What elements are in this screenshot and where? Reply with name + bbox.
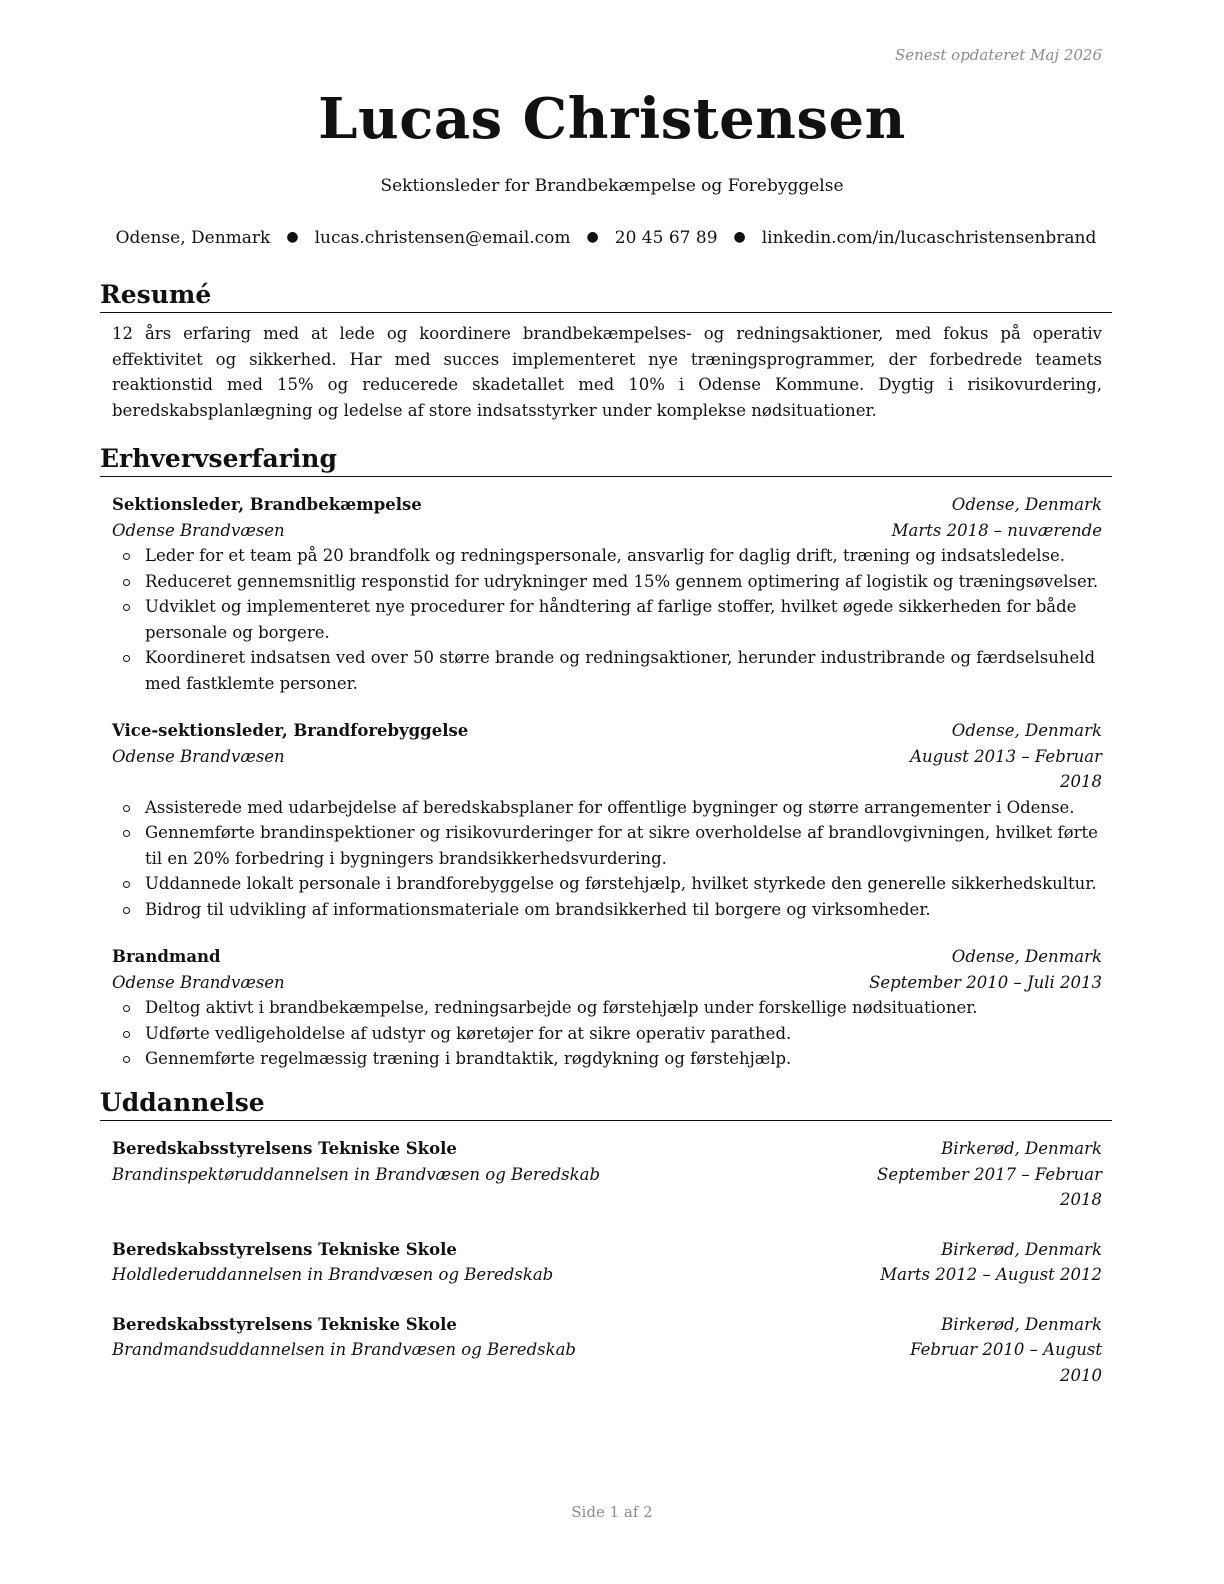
candidate-headline: Sektionsleder for Brandbekæmpelse og Forebyggelse: [380, 176, 844, 196]
job-location: Odense, Denmark: [951, 495, 1102, 514]
contact-phone: 20 45 67 89: [614, 228, 718, 248]
list-item: Leder for et team på 20 brandfolk og redningspersonale, ansvarlig for daglig drift, træning og indsatsledelse.: [112, 543, 1102, 569]
circle-bullet-icon: [123, 1031, 130, 1038]
list-item: Reduceret gennemsnitlig responstid for udrykninger med 15% gennem optimering af logistik og træningsøvelser.: [112, 569, 1102, 595]
circle-bullet-icon: [123, 805, 130, 812]
bullet-separator-icon: ●: [586, 229, 599, 245]
job-role: Brandmand: [112, 947, 221, 966]
education-degree: Holdlederuddannelsen in Brandvæsen og Beredskab: [112, 1265, 554, 1284]
education-degree: Brandinspektøruddannelsen in Brandvæsen og Beredskab: [112, 1164, 601, 1184]
summary-text: 12 års erfaring med at lede og koordinere brandbekæmpelses- og redningsaktioner, med fokus på operativ effektivitet og sikkerhed. Har med succes implementeret nye træningsprogrammer, der forbedrede teamets reaktionstid med 15% og reducerede skadetallet med 10% i Odense Kommune. Dygtig i risikovurdering, beredskabsplanlægning og ledelse af store indsatsstyrker under komplekse nødsituationer.: [112, 324, 1102, 420]
list-item: Gennemførte brandinspektioner og risikovurderinger for at sikre overholdelse af brandlovgivningen, hvilket førte til en 20% forbedring i bygningers brandsikkerhedsvurdering.: [112, 820, 1102, 871]
job-entry: [112, 944, 1102, 1072]
education-entry: [112, 1136, 1102, 1213]
list-item: Uddannede lokalt personale i brandforebyggelse og førstehjælp, hvilket styrkede den generelle sikkerhedskultur.: [112, 871, 1102, 897]
job-role: Sektionsleder, Brandbekæmpelse: [112, 495, 422, 514]
circle-bullet-icon: [123, 881, 130, 888]
circle-bullet-icon: [123, 907, 130, 914]
circle-bullet-icon: [123, 604, 130, 611]
education-entry: [112, 1312, 1102, 1389]
candidate-name: Lucas Christensen: [318, 86, 906, 152]
job-employer: Odense Brandvæsen: [112, 972, 285, 992]
education-dates: Marts 2012 – August 2012: [880, 1265, 1102, 1284]
contact-email[interactable]: lucas.christensen@email.com: [314, 228, 571, 248]
contact-location: Odense, Denmark: [115, 228, 271, 248]
list-item: Deltog aktivt i brandbekæmpelse, redningsarbejde og førstehjælp under forskellige nødsituationer.: [112, 995, 1102, 1021]
list-item: Koordineret indsatsen ved over 50 større brande og redningsaktioner, herunder industribrande og færdselsuheld med fastklemte personer.: [112, 645, 1102, 696]
circle-bullet-icon: [123, 1056, 130, 1063]
last-updated: Senest opdateret Maj 2026: [894, 46, 1102, 64]
list-item: Assisterede med udarbejdelse af beredskabsplaner for offentlige bygninger og større arrangementer i Odense.: [112, 795, 1102, 821]
education-school: Beredskabsstyrelsens Tekniske Skole: [112, 1314, 457, 1334]
job-location: Odense, Denmark: [951, 947, 1102, 966]
section-title: Resumé: [100, 280, 1112, 313]
education-dates: September 2017 – Februar 2018: [877, 1164, 1102, 1209]
education-location: Birkerød, Denmark: [941, 1239, 1102, 1259]
circle-bullet-icon: [123, 655, 130, 662]
education-location: Birkerød, Denmark: [941, 1314, 1102, 1334]
section-title: Uddannelse: [100, 1088, 1112, 1121]
job-bullets: [112, 995, 1102, 1072]
summary-section: [100, 280, 1112, 423]
job-dates: Marts 2018 – nuværende: [891, 520, 1102, 540]
circle-bullet-icon: [123, 579, 130, 586]
education-school: Beredskabsstyrelsens Tekniske Skole: [112, 1239, 457, 1259]
contact-line: [100, 228, 1112, 248]
page-number: Side 1 af 2: [571, 1503, 653, 1521]
job-bullets: [112, 795, 1102, 923]
bullet-separator-icon: ●: [733, 229, 746, 245]
contact-linkedin[interactable]: linkedin.com/in/lucaschristensenbrand: [761, 228, 1097, 248]
job-entry: [112, 492, 1102, 696]
job-employer: Odense Brandvæsen: [112, 746, 285, 766]
education-entry: [112, 1237, 1102, 1288]
list-item: Bidrog til udvikling af informationsmateriale om brandsikkerhed til borgere og virksomheder.: [112, 897, 1102, 923]
job-dates: September 2010 – Juli 2013: [869, 972, 1102, 992]
education-location: Birkerød, Denmark: [941, 1139, 1102, 1158]
circle-bullet-icon: [123, 553, 130, 560]
job-location: Odense, Denmark: [951, 721, 1102, 740]
job-bullets: [112, 543, 1102, 696]
job-role: Vice-sektionsleder, Brandforebyggelse: [112, 721, 469, 740]
education-dates: Februar 2010 – August 2010: [910, 1340, 1102, 1385]
circle-bullet-icon: [123, 830, 130, 837]
circle-bullet-icon: [123, 1005, 130, 1012]
education-degree: Brandmandsuddannelsen in Brandvæsen og Beredskab: [112, 1340, 576, 1359]
list-item: Udviklet og implementeret nye procedurer for håndtering af farlige stoffer, hvilket øgede sikkerheden for både personale og borgere.: [112, 594, 1102, 645]
job-employer: Odense Brandvæsen: [112, 520, 285, 540]
job-dates: August 2013 – Februar 2018: [910, 746, 1102, 791]
experience-section: [100, 444, 1112, 1072]
job-entry: [112, 718, 1102, 922]
bullet-separator-icon: ●: [286, 229, 299, 245]
education-school: Beredskabsstyrelsens Tekniske Skole: [112, 1139, 457, 1158]
list-item: Gennemførte regelmæssig træning i brandtaktik, røgdykning og førstehjælp.: [112, 1046, 1102, 1072]
list-item: Udførte vedligeholdelse af udstyr og køretøjer for at sikre operativ parathed.: [112, 1021, 1102, 1047]
education-section: [100, 1088, 1112, 1388]
section-title: Erhvervserfaring: [100, 444, 1112, 477]
